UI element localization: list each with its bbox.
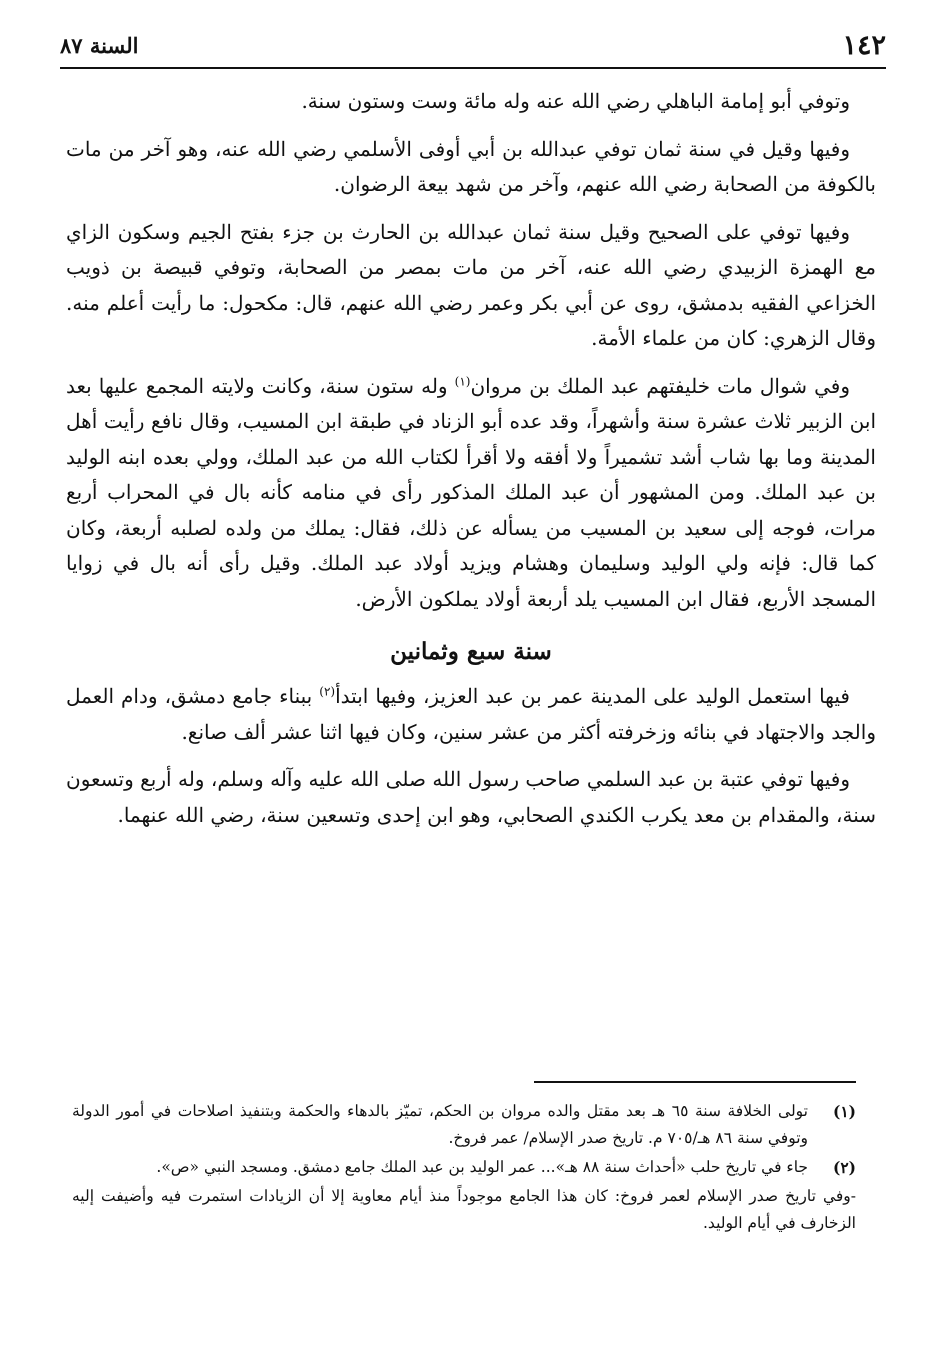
paragraph: وفيها توفي عتبة بن عبد السلمي صاحب رسول الله صلى الله عليه وآله وسلم، وله أربع وتسعون سنة، والمقدام بن معد يكرب الكندي الصحابي، وهو ابن إحدى وتسعين سنة، رضي الله عنهما.	[66, 767, 876, 827]
page-number: ١٤٢	[842, 30, 886, 61]
paragraph	[66, 679, 876, 750]
footnote-number: (١)	[832, 1102, 856, 1121]
footnote	[72, 1154, 856, 1181]
paragraph-text: ببناء جامع دمشق، ودام العمل والجد والاجتهاد في بنائه وزخرفته أكثر من عشر سنين، وكان فيها اثنا عشر ألف صانع.	[66, 684, 876, 744]
main-text	[66, 84, 876, 845]
footnote-text: جاء في تاريخ حلب «أحداث سنة ٨٨ هـ»... عمر الوليد بن عبد الملك جامع دمشق. ومسجد النبي «ص».	[156, 1158, 808, 1176]
page-header	[60, 26, 886, 68]
footnotes	[72, 1098, 856, 1237]
paragraph: وفيها وقيل في سنة ثمان توفي عبدالله بن أبي أوفى الأسلمي رضي الله عنه، وهو آخر من مات بالكوفة من الصحابة رضي الله عنهم، وآخر من شهد بيعة الرضوان.	[66, 136, 876, 196]
section-heading: سنة سبع وثمانين	[390, 638, 552, 665]
running-title: السنة ٨٧	[60, 33, 139, 58]
paragraph-text: فيها استعمل الوليد على المدينة عمر بن عبد العزيز، وفيها ابتدأ	[335, 684, 850, 708]
footnote-reference: (١)	[454, 373, 471, 388]
footnote-text: تولى الخلافة سنة ٦٥ هـ بعد مقتل والده مروان بن الحكم، تميّز بالدهاء والحكمة وبتنفيذ اصلاحات في أمور الدولة وتوفي سنة ٨٦ هـ/٧٠٥ م. تاريخ صدر الإسلام/ عمر فروخ.	[72, 1102, 808, 1147]
paragraph-text: وله ستون سنة، وكانت ولايته المجمع عليها بعد ابن الزبير ثلاث عشرة سنة وأشهراً، وقد عده أبو الزناد في طبقة ابن المسيب، وقال نافع رأيت أهل المدينة وما بها شاب أشد تشميراً ولا أفقه ولا أقرأ لكتاب الله من عبد الملك، وولي بعده ابنه الوليد بن عبد الملك. ومن المشهور أن عبد الملك المذكور رأى في منامه كأنه بال في المحراب أربع مرات، فوجه إلى سعيد بن المسيب من يسأله عن ذلك، فقال: يملك من ولده لصلبه أربعة، وكان كما قال: فإنه ولي الوليد وسليمان وهشام ويزيد أولاد عبد الملك. وقيل رأى أنه بال في زوايا المسجد الأربع، فقال ابن المسيب يلد أربعة أولاد يملكون الأرض.	[66, 373, 876, 611]
paragraph-text: وفي شوال مات خليفتهم عبد الملك بن مروان	[470, 373, 850, 398]
header-rule	[60, 67, 886, 69]
footnote	[72, 1098, 856, 1152]
footnote-number: (٢)	[832, 1158, 856, 1177]
footnote-reference: (٢)	[319, 684, 336, 699]
footnote-separator	[534, 1081, 856, 1083]
paragraph: وتوفي أبو إمامة الباهلي رضي الله عنه وله مائة وست وستون سنة.	[301, 89, 850, 113]
footnote-continuation: -وفي تاريخ صدر الإسلام لعمر فروخ: كان هذا الجامع موجوداً منذ أيام معاوية إلا أن الزيادات استمرت فيه وأضيفت إليه الزخارف في أيام الوليد.	[72, 1187, 856, 1232]
paragraph: وفيها توفي على الصحيح وقيل سنة ثمان عبدالله بن الحارث بن جزء بفتح الجيم وسكون الزاي مع الهمزة الزبيدي رضي الله عنه، آخر من مات بمصر من الصحابة، وتوفي قبيصة بن ذويب الخزاعي الفقيه بدمشق، روى عن أبي بكر وعمر رضي الله عنهم، قال: مكحول: ما رأيت أعلم منه. وقال الزهري: كان من علماء الأمة.	[66, 219, 876, 350]
paragraph	[66, 369, 876, 618]
